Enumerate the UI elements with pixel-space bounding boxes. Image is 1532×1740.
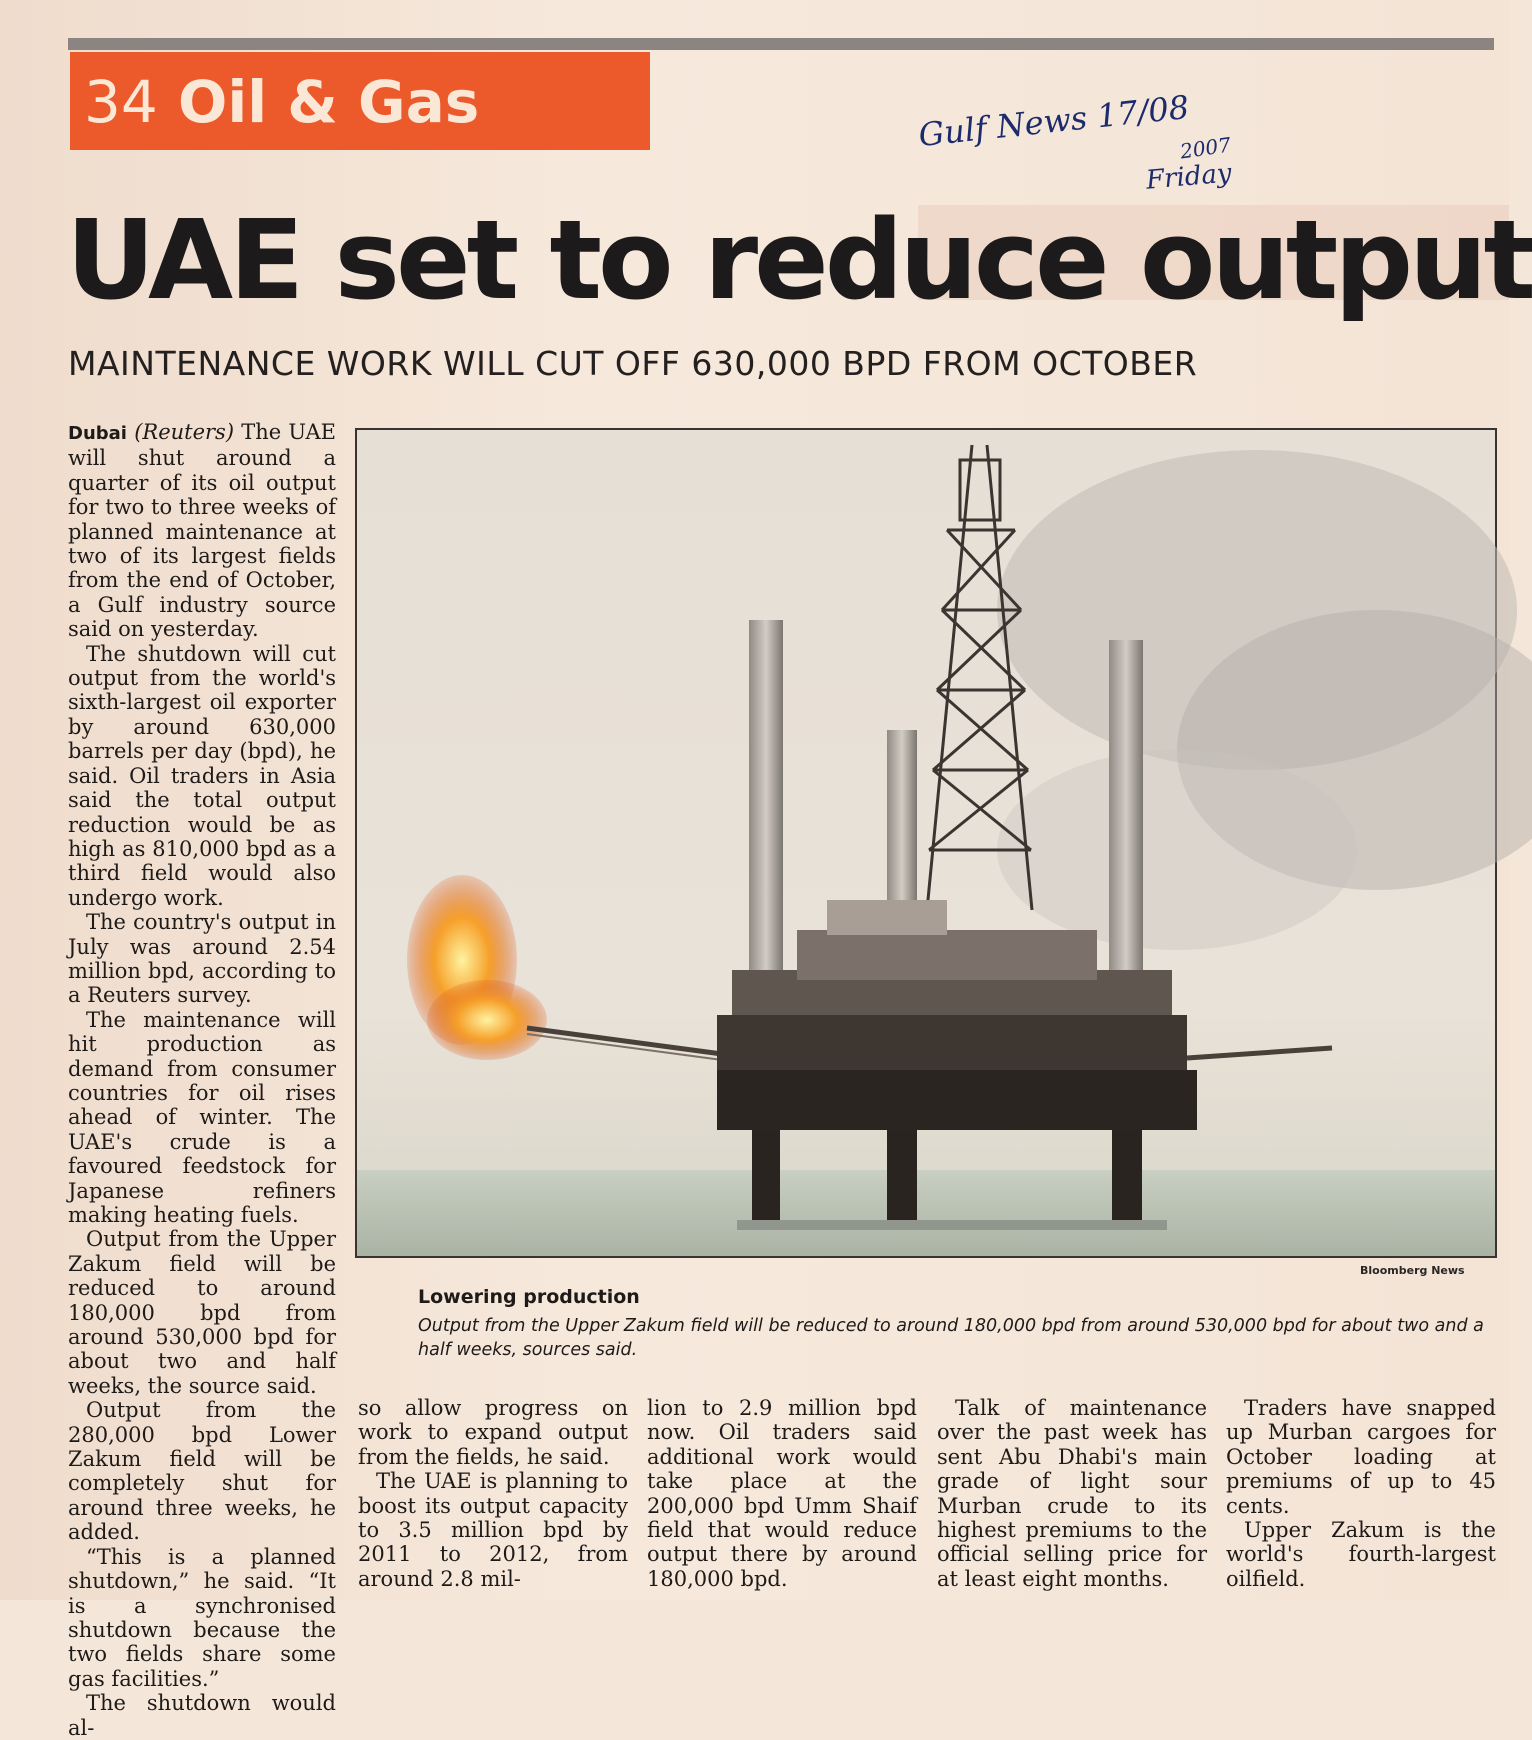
section-name: Oil & Gas (178, 68, 480, 136)
article-paragraph: Upper Zakum is the world's fourth-largest oilfield. (1226, 1518, 1496, 1591)
handwritten-source: Gulf News 17/08 (916, 87, 1191, 155)
caption-title: Lowering production (418, 1286, 640, 1308)
headline: UAE set to reduce output (66, 196, 1532, 324)
article-paragraph: The shutdown will cut output from the world's sixth-largest oil exporter by around 630,000 barrels per day (bpd), he said. Oil traders in Asia said the total output reduction would be as high as 810,000 bpd as a third field would also undergo work. (68, 641, 336, 910)
dateline: Dubai (68, 423, 127, 444)
article-paragraph: Traders have snapped up Murban cargoes for October loading at premiums of up to 45 cents. (1226, 1396, 1496, 1518)
article-paragraph: Dubai (Reuters) The UAE will shut around a quarter of its oil output for two to three weeks of planned maintenance at two of its largest fields from the end of October, a Gulf industry source said on yesterday. (68, 420, 336, 642)
handwritten-year: 2007 (1178, 132, 1233, 164)
article-column-4 (937, 1396, 1207, 1591)
article-column-2 (358, 1396, 628, 1591)
article-paragraph: so allow progress on work to expand output from the fields, he said. (358, 1396, 628, 1469)
page-number: 34 (84, 68, 158, 136)
article-paragraph: lion to 2.9 million bpd now. Oil traders said additional work would take place at the 200,000 bpd Umm Shaif field that would reduce output there by around 180,000 bpd. (647, 1396, 917, 1591)
article-column-3 (647, 1396, 917, 1591)
handwritten-day: Friday (1144, 158, 1233, 196)
agency: (Reuters) (134, 420, 235, 444)
section-banner (70, 52, 650, 150)
article-paragraph: Output from the 280,000 bpd Lower Zakum field will be completely shut for around three weeks, he added. (68, 1398, 336, 1545)
article-paragraph: The maintenance will hit production as demand from consumer countries for oil rises ahead of winter. The UAE's crude is a favoured feedstock for Japanese refiners making heating fuels. (68, 1007, 336, 1227)
subheadline: MAINTENANCE WORK WILL CUT OFF 630,000 BPD FROM OCTOBER (68, 344, 1198, 383)
article-paragraph: The shutdown would al- (68, 1691, 336, 1740)
article-paragraph: “This is a planned shutdown,” he said. “It is a synchronised shutdown because the two fields share some gas facilities.” (68, 1544, 336, 1691)
article-paragraph: Output from the Upper Zakum field will be reduced to around 180,000 bpd from around 530,000 bpd for about two and half weeks, the source said. (68, 1227, 336, 1398)
article-paragraph: The country's output in July was around 2.54 million bpd, according to a Reuters survey. (68, 910, 336, 1008)
oil-rig-illustration (357, 430, 1495, 1256)
article-paragraph: The UAE is planning to boost its output capacity to 3.5 million bpd by 2011 to 2012, from around 2.8 mil- (358, 1469, 628, 1591)
photo-credit: Bloomberg News (1360, 1264, 1465, 1277)
caption-text: Output from the Upper Zakum field will be reduced to around 180,000 bpd from around 530,000 bpd for about two and a half weeks, sources said. (418, 1316, 1484, 1360)
oil-rig-photo (355, 428, 1497, 1258)
article-paragraph: Talk of maintenance over the past week has sent Abu Dhabi's main grade of light sour Murban crude to its highest premiums to the official selling price for at least eight months. (937, 1396, 1207, 1591)
article-column-1 (68, 420, 336, 1740)
article-column-5 (1226, 1396, 1496, 1591)
top-rule (68, 38, 1494, 50)
